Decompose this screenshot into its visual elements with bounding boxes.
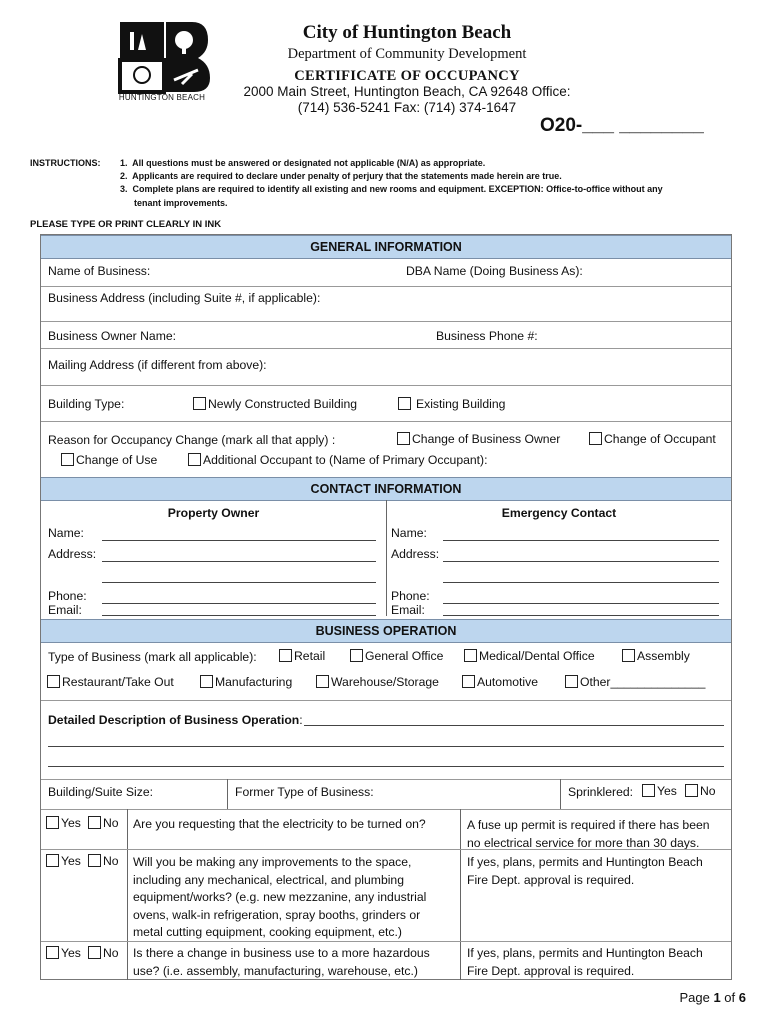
emergency-contact-heading: Emergency Contact <box>501 506 617 520</box>
emergency-name-field[interactable]: Name: <box>391 526 427 540</box>
checkbox[interactable] <box>464 649 477 662</box>
name-of-business-label[interactable]: Name of Business: <box>48 264 151 278</box>
checkbox[interactable] <box>397 432 410 445</box>
q3-no-option[interactable]: No <box>88 946 119 960</box>
type-other-option[interactable]: Other______________ <box>565 675 705 689</box>
checkbox[interactable] <box>188 453 201 466</box>
print-note: PLEASE TYPE OR PRINT CLEARLY IN INK <box>30 219 222 230</box>
type-retail-option[interactable]: Retail <box>279 649 325 663</box>
checkbox[interactable] <box>685 784 698 797</box>
detailed-description-label: Detailed Description of Business Operation: <box>48 713 303 727</box>
instruction-3: 3. Complete plans are required to identify all existing and new rooms and equipment. EXCEPTION: Office-to-office without any <box>120 184 663 194</box>
owner-address-field[interactable]: Address: <box>48 547 97 561</box>
q2-question: Will you be making any improvements to the space, including any mechanical, electrical, and plumbing equipment/works? (e.g. new mezzanine, any industrial ovens, walk-in refrigeration, spray booths, grinders or metal cutting equipment, cooking equipment, etc.) <box>133 855 427 940</box>
q1-question: Are you requesting that the electricity to be turned on? <box>133 817 426 831</box>
owner-name-label[interactable]: Business Owner Name: <box>48 329 177 343</box>
type-general-office-option[interactable]: General Office <box>350 649 443 663</box>
logo-text: HUNTINGTON BEACH <box>118 93 206 102</box>
sprinklered-label: Sprinklered: <box>568 785 634 799</box>
business-address-label[interactable]: Business Address (including Suite #, if applicable): <box>48 291 321 305</box>
checkbox[interactable] <box>589 432 602 445</box>
department-name: Department of Community Development <box>287 46 527 62</box>
type-manufacturing-option[interactable]: Manufacturing <box>200 675 292 689</box>
general-info-header: GENERAL INFORMATION <box>41 235 731 259</box>
form-number: O20-___ ________ <box>540 115 704 136</box>
checkbox[interactable] <box>47 675 60 688</box>
instruction-2: 2. Applicants are required to declare under penalty of perjury that the statements made herein are true. <box>120 171 562 181</box>
checkbox[interactable] <box>88 946 101 959</box>
checkbox[interactable] <box>642 784 655 797</box>
q3-question: Is there a change in business use to a more hazardous use? (i.e. assembly, manufacturing, warehouse, etc.) <box>133 946 430 978</box>
reason-label: Reason for Occupancy Change (mark all that apply) : <box>48 433 336 447</box>
checkbox[interactable] <box>46 816 59 829</box>
city-seal-icon <box>112 14 212 104</box>
type-assembly-option[interactable]: Assembly <box>622 649 690 663</box>
contact-info-header: CONTACT INFORMATION <box>41 477 731 501</box>
dba-label[interactable]: DBA Name (Doing Business As): <box>406 264 583 278</box>
q3-note: If yes, plans, permits and Huntington Beach Fire Dept. approval is required. <box>467 946 703 978</box>
newly-constructed-option[interactable]: Newly Constructed Building <box>193 397 357 411</box>
former-type-label[interactable]: Former Type of Business: <box>235 785 374 799</box>
city-logo <box>112 14 212 104</box>
office-address: 2000 Main Street, Huntington Beach, CA 92648 Office: <box>243 84 571 99</box>
checkbox[interactable] <box>350 649 363 662</box>
change-occupant-option[interactable]: Change of Occupant <box>589 432 716 446</box>
description-line[interactable] <box>304 725 724 726</box>
instruction-3-cont: tenant improvements. <box>134 198 228 208</box>
suite-size-label[interactable]: Building/Suite Size: <box>48 785 154 799</box>
checkbox[interactable] <box>88 854 101 867</box>
q3-yes-option[interactable]: Yes <box>46 946 81 960</box>
description-line[interactable] <box>48 766 724 767</box>
certificate-title: CERTIFICATE OF OCCUPANCY <box>294 68 520 84</box>
owner-name-field[interactable]: Name: <box>48 526 84 540</box>
business-type-label: Type of Business (mark all applicable): <box>48 650 257 664</box>
checkbox[interactable] <box>88 816 101 829</box>
sprinklered-no-option[interactable]: No <box>685 784 716 798</box>
emergency-phone-field[interactable]: Phone: <box>391 589 430 603</box>
q2-yes-option[interactable]: Yes <box>46 854 81 868</box>
existing-building-option[interactable]: Existing Building <box>398 397 505 411</box>
business-phone-label[interactable]: Business Phone #: <box>436 329 538 343</box>
checkbox[interactable] <box>46 946 59 959</box>
q1-no-option[interactable]: No <box>88 816 119 830</box>
q2-no-option[interactable]: No <box>88 854 119 868</box>
emergency-address-field[interactable]: Address: <box>391 547 440 561</box>
q2-note: If yes, plans, permits and Huntington Beach Fire Dept. approval is required. <box>467 855 703 887</box>
city-title: City of Huntington Beach <box>302 22 512 43</box>
checkbox[interactable] <box>462 675 475 688</box>
description-line[interactable] <box>48 746 724 747</box>
page-number: Page 1 of 6 <box>679 990 746 1005</box>
emergency-email-field[interactable]: Email: <box>391 603 425 617</box>
checkbox[interactable] <box>565 675 578 688</box>
type-restaurant-option[interactable]: Restaurant/Take Out <box>47 675 174 689</box>
checkbox[interactable] <box>61 453 74 466</box>
change-use-option[interactable]: Change of Use <box>61 453 157 467</box>
office-phone: (714) 536-5241 Fax: (714) 374-1647 <box>297 100 517 115</box>
type-automotive-option[interactable]: Automotive <box>462 675 538 689</box>
instructions-label: INSTRUCTIONS: <box>30 158 101 168</box>
checkbox[interactable] <box>622 649 635 662</box>
checkbox[interactable] <box>398 397 411 410</box>
sprinklered-yes-option[interactable]: Yes <box>642 784 677 798</box>
checkbox[interactable] <box>193 397 206 410</box>
business-operation-header: BUSINESS OPERATION <box>41 619 731 643</box>
checkbox[interactable] <box>200 675 213 688</box>
checkbox[interactable] <box>46 854 59 867</box>
checkbox[interactable] <box>316 675 329 688</box>
q1-note: A fuse up permit is required if there has been no electrical service for more than 30 days. <box>467 818 710 850</box>
type-warehouse-option[interactable]: Warehouse/Storage <box>316 675 439 689</box>
additional-occupant-option[interactable]: Additional Occupant to (Name of Primary Occupant): <box>188 453 488 467</box>
checkbox[interactable] <box>279 649 292 662</box>
q1-yes-option[interactable]: Yes <box>46 816 81 830</box>
owner-email-field[interactable]: Email: <box>48 603 82 617</box>
owner-phone-field[interactable]: Phone: <box>48 589 87 603</box>
instruction-1: 1. All questions must be answered or designated not applicable (N/A) as appropriate. <box>120 158 486 168</box>
type-medical-option[interactable]: Medical/Dental Office <box>464 649 595 663</box>
building-type-label: Building Type: <box>48 397 125 411</box>
mailing-address-label[interactable]: Mailing Address (if different from above): <box>48 358 267 372</box>
change-owner-option[interactable]: Change of Business Owner <box>397 432 560 446</box>
property-owner-heading: Property Owner <box>167 506 260 520</box>
